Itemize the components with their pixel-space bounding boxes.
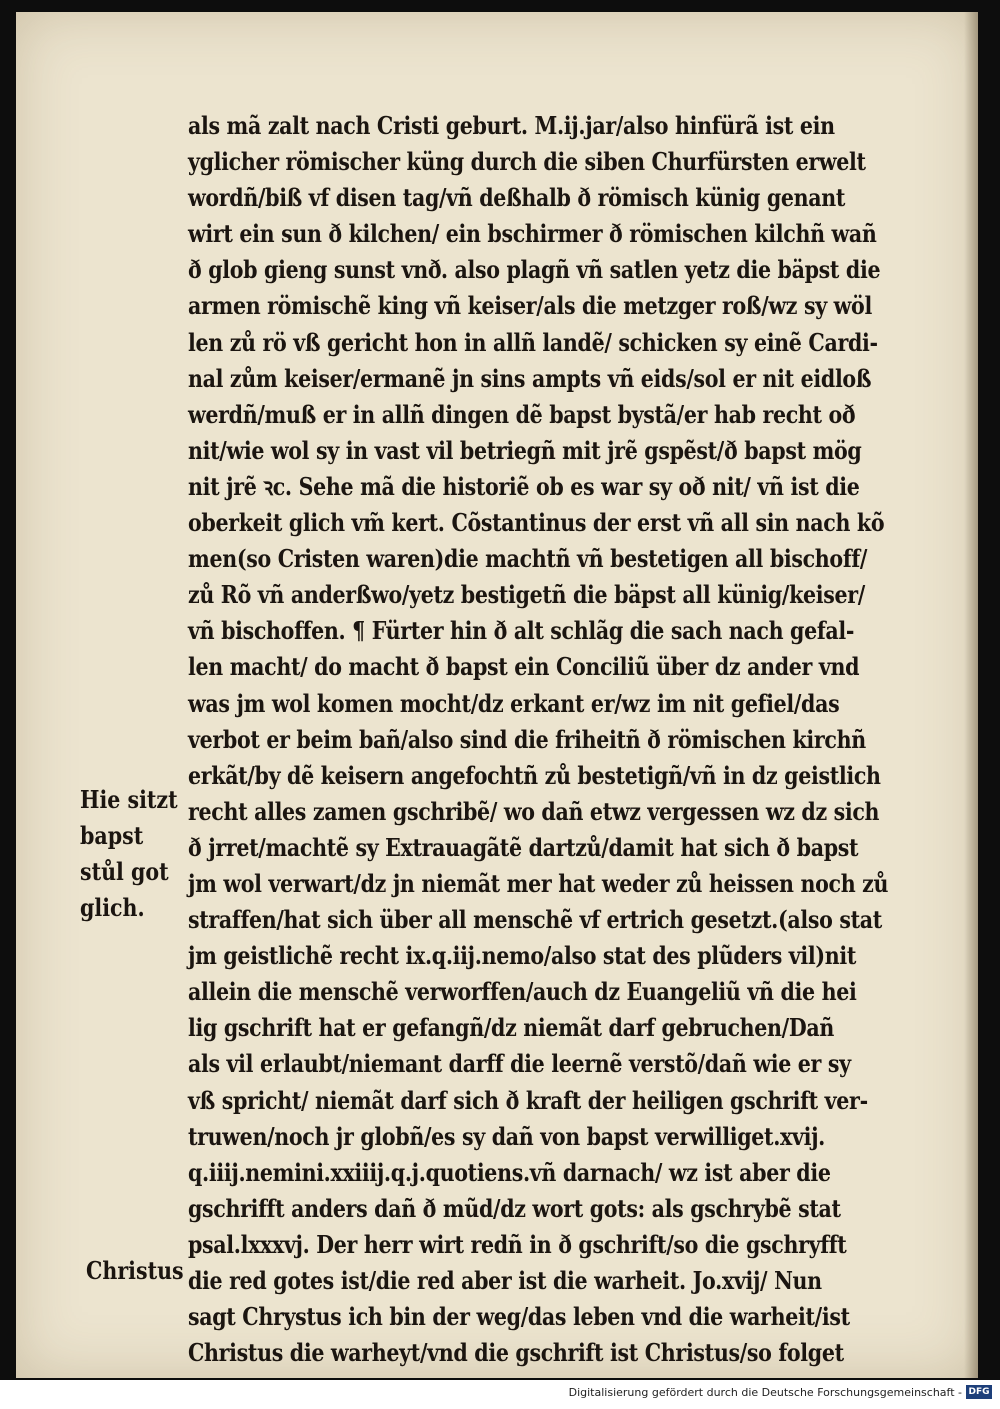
marginal-line: glich. (80, 893, 145, 923)
text-line: zů Rõ vñ anderßwo/yetz bestigetñ die bäpst all künig/keiser/ (188, 580, 865, 610)
text-line: recht alles zamen gschribẽ/ wo dañ etwz vergessen wz dz sich (188, 796, 880, 826)
text-line: ð jrret/machtẽ sy Extrauagãtẽ dartzů/damit hat sich ð bapst (188, 832, 859, 862)
text-line: ð glob gieng sunst vnð. also plagñ vñ satlen yetz die bäpst die (188, 255, 881, 285)
text-line: allein die menschẽ verworffen/auch dz Euangeliũ vñ die hei (188, 977, 857, 1007)
text-line: lig gschrift hat er gefangñ/dz niemãt darf gebruchen/Dañ (188, 1013, 834, 1043)
dfg-logo-icon: DFG (966, 1385, 992, 1399)
text-line: sagt Chrystus ich bin der weg/das leben vnd die warheit/ist (188, 1302, 850, 1332)
text-line: die red gotes ist/die red aber ist die warheit. Jo.xvij/ Nun (188, 1266, 822, 1295)
text-line: nal zům keiser/ermanẽ jn sins ampts vñ eids/sol er nit eidloß (188, 363, 872, 393)
marginal-line: bapst (80, 821, 144, 851)
text-line: werdñ/muß er in allñ dingen dẽ bapst bystã/er hab recht oð (188, 399, 856, 429)
text-line: wirt ein sun ð kilchen/ ein bschirmer ð römischen kilchñ wañ (188, 219, 877, 249)
text-line: verbot er beim bañ/also sind die friheitñ ð römischen kirchñ (188, 724, 866, 754)
text-line: len zů rö vß gericht hon in allñ landẽ/ schicken sy einẽ Cardi- (188, 327, 878, 357)
text-line: q.iiij.nemini.xxiiij.q.j.quotiens.vñ darnach/ wz ist aber die (188, 1157, 831, 1187)
text-line: vß spricht/ niemãt darf sich ð kraft der heiligen gschrift ver- (188, 1085, 868, 1115)
text-line: Christus die warheyt/vnd die gschrift ist Christus/so folget (188, 1338, 844, 1368)
dfg-credit: Digitalisierung gefördert durch die Deutsche Forschungsgemeinschaft - (568, 1386, 962, 1399)
page-body-text (188, 108, 968, 1371)
text-line: gschrifft anders dañ ð mũd/dz wort gots: als gschrybẽ stat (188, 1193, 841, 1223)
text-line: straffen/hat sich über all menschẽ vf ertrich gesetzt.(also stat (188, 905, 882, 935)
text-line: nit jrẽ ꝛc. Sehe mã die historiẽ ob es war sy oð nit/ vñ ist die (188, 471, 860, 501)
footer-bar (0, 1380, 1000, 1409)
text-line: wordñ/biß vf disen tag/vñ deßhalb ð römisch künig genant (188, 183, 846, 213)
text-line: jm wol verwart/dz jn niemãt mer hat weder zů heissen noch zů (188, 868, 889, 898)
text-line: men(so Cristen waren)die machtñ vñ bestetigen all bischoff/ (188, 544, 868, 574)
text-line: als mã zalt nach Cristi geburt. M.ij.jar/also hinfürã ist ein (188, 111, 835, 140)
marginal-line: stůl got (80, 857, 169, 887)
text-line: oberkeit glich vm̃ kert. Cõstantinus der erst vñ all sin nach kõ (188, 508, 885, 538)
marginal-note-1 (80, 782, 190, 926)
text-line: was jm wol komen mocht/dz erkant er/wz im nit gefiel/das (188, 688, 840, 718)
text-line: jm geistlichẽ recht ix.q.iij.nemo/also stat des plũders vil)nit (188, 941, 857, 971)
marginal-note-2: Christus (86, 1256, 184, 1285)
text-line: vñ bischoffen. ¶ Fürter hin ð alt schlãg die sach nach gefal- (188, 616, 855, 646)
text-line: armen römischẽ king vñ keiser/als die metzger roß/wz sy wöl (188, 291, 872, 321)
text-line: als vil erlaubt/niemant darff die leernẽ verstõ/dañ wie er sy (188, 1049, 851, 1079)
text-line: len macht/ do macht ð bapst ein Conciliũ über dz ander vnd (188, 652, 860, 682)
marginal-line: Hie sitzt (80, 785, 178, 814)
text-line: truwen/noch jr globñ/es sy dañ von bapst verwilliget.xvij. (188, 1121, 826, 1151)
text-line: nit/wie wol sy in vast vil betriegñ mit jrẽ gspẽst/ð bapst mög (188, 435, 862, 465)
text-line: erkãt/by dẽ keisern angefochtñ zů bestetigñ/vñ in dz geistlich (188, 760, 881, 790)
text-line: psal.lxxxvj. Der herr wirt redñ in ð gschrift/so die gschryfft (188, 1229, 847, 1259)
text-line: yglicher römischer küng durch die siben Churfürsten erwelt (188, 147, 866, 177)
